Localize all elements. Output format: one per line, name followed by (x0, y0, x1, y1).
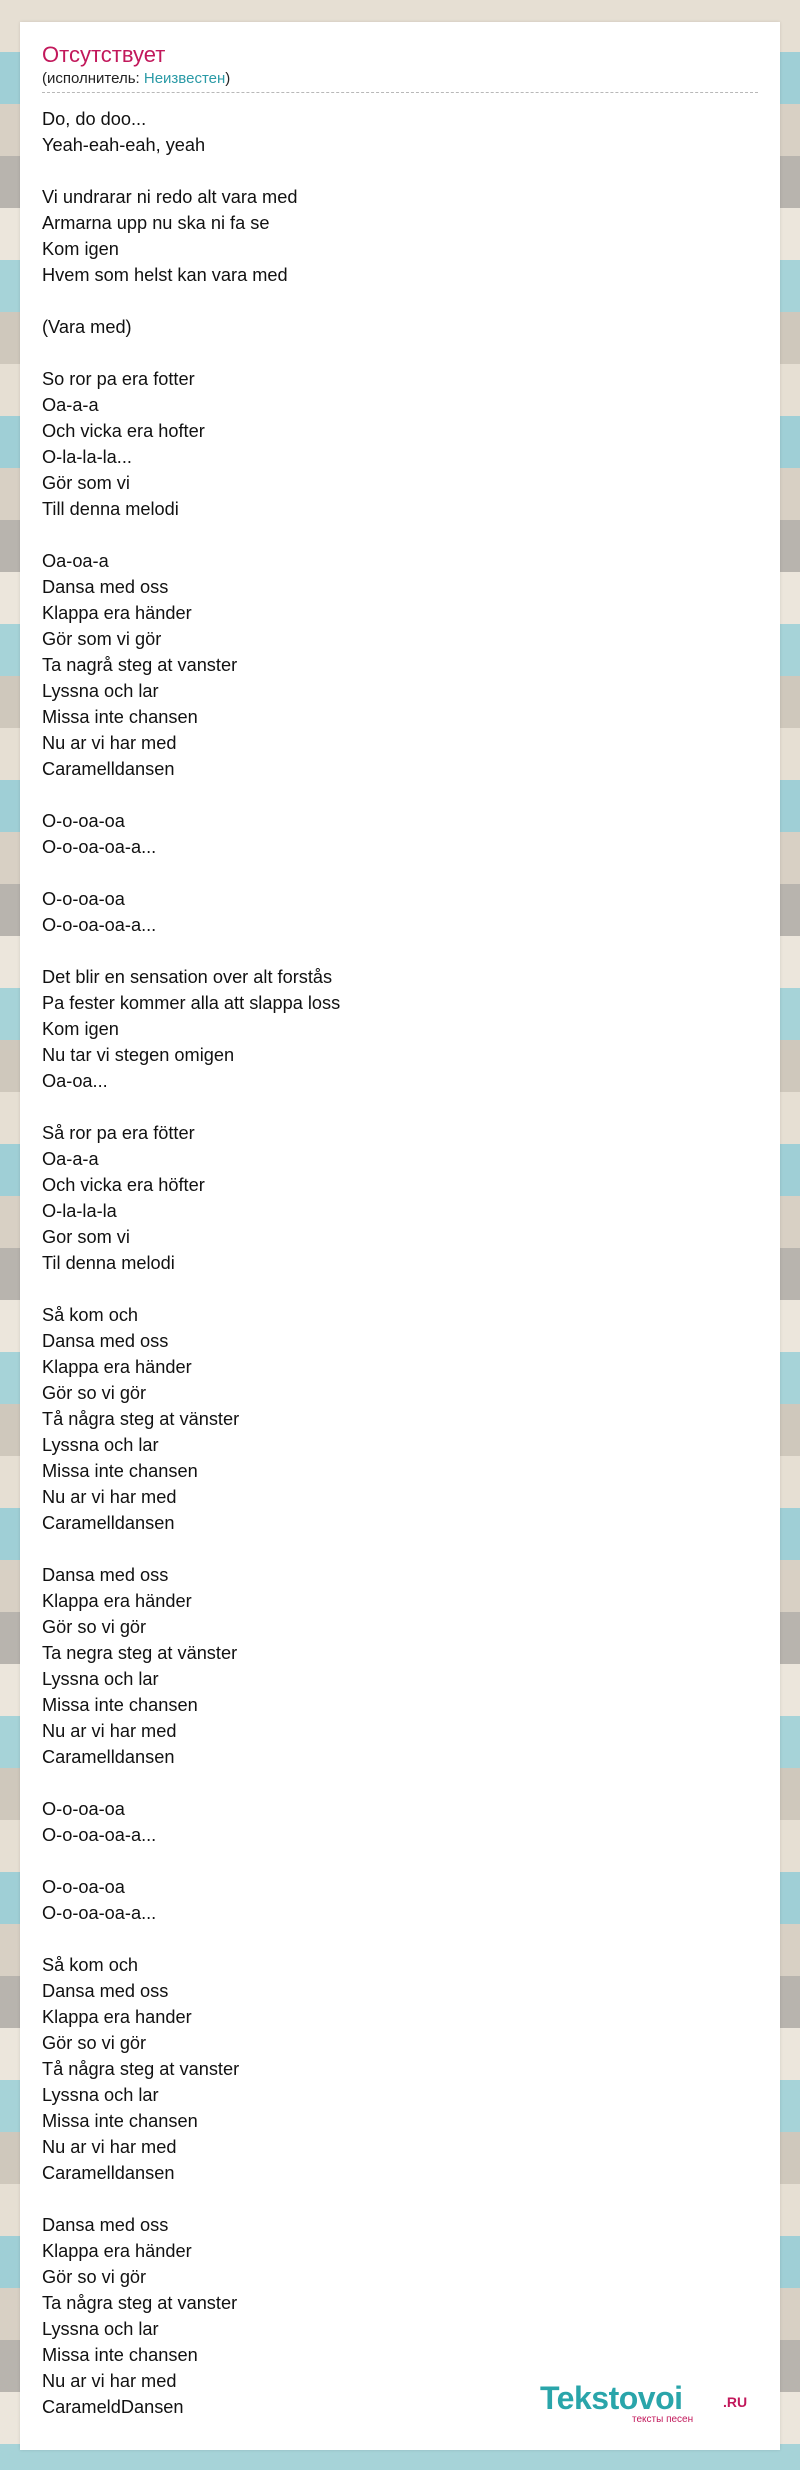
lyric-line: Lyssna och lar (42, 1669, 159, 1689)
lyric-line: Till denna melodi (42, 499, 179, 519)
lyric-line: Caramelldansen (42, 1513, 175, 1533)
lyric-line: Klappa era händer (42, 603, 192, 623)
lyric-line: Vi undrarar ni redo alt vara med (42, 187, 298, 207)
lyric-line: Ta negra steg at vänster (42, 1643, 238, 1663)
lyric-line: O-o-oa-oa-a... (42, 1825, 157, 1845)
song-title: Отсутствует (42, 42, 166, 67)
lyric-line: O-o-oa-oa-a... (42, 1903, 157, 1923)
lyric-line: Lyssna och lar (42, 2319, 159, 2339)
lyric-line: Dansa med oss (42, 1981, 169, 2001)
subtitle-suffix: ) (225, 70, 231, 87)
lyric-line: Nu ar vi har med (42, 1487, 177, 1507)
lyric-line: O-o-oa-oa-a... (42, 915, 157, 935)
lyric-line: Klappa era hander (42, 2007, 192, 2027)
lyric-line: Tå några steg at vanster (42, 2059, 240, 2079)
lyric-line: Klappa era händer (42, 1357, 192, 1377)
lyric-blank-line (42, 1770, 742, 1796)
lyric-line: Caramelldansen (42, 2163, 175, 2183)
lyric-line: Gör som vi (42, 473, 130, 493)
logo-tagline: тексты песен (632, 2414, 694, 2425)
lyric-line: Gör som vi gör (42, 629, 162, 649)
title-divider (42, 92, 758, 93)
lyric-line: Nu ar vi har med (42, 1721, 177, 1741)
logo-tld: .RU (723, 2394, 748, 2410)
lyric-line: Missa inte chansen (42, 707, 198, 727)
lyric-line: O-o-oa-oa (42, 1799, 125, 1819)
lyric-line: Hvem som helst kan vara med (42, 265, 288, 285)
lyric-line: Missa inte chansen (42, 2111, 198, 2131)
lyric-blank-line (42, 2186, 742, 2212)
lyric-line: Nu ar vi har med (42, 733, 177, 753)
lyrics-text (42, 106, 742, 2420)
lyric-blank-line (42, 1926, 742, 1952)
lyric-line: O-o-oa-oa (42, 889, 125, 909)
lyric-line: O-la-la-la (42, 1201, 117, 1221)
lyric-blank-line (42, 860, 742, 886)
lyric-line: Armarna upp nu ska ni fa se (42, 213, 270, 233)
lyrics-card (20, 22, 780, 2450)
lyric-line: Nu ar vi har med (42, 2137, 177, 2157)
lyric-line: Gör so vi gör (42, 1617, 147, 1637)
lyric-line: Ta några steg at vanster (42, 2293, 238, 2313)
lyric-line: Oa-a-a (42, 1149, 99, 1169)
lyric-line: Och vicka era hofter (42, 421, 205, 441)
lyric-blank-line (42, 340, 742, 366)
lyric-blank-line (42, 782, 742, 808)
lyric-line: Lyssna och lar (42, 1435, 159, 1455)
lyric-line: Gor som vi (42, 1227, 130, 1247)
lyric-line: Nu ar vi har med (42, 2371, 177, 2391)
lyric-blank-line (42, 522, 742, 548)
lyric-line: Så ror pa era fötter (42, 1123, 195, 1143)
lyric-line: So ror pa era fotter (42, 369, 195, 389)
lyric-line: Och vicka era höfter (42, 1175, 205, 1195)
lyric-line: Nu tar vi stegen omigen (42, 1045, 235, 1065)
subtitle-prefix: (исполнитель: (42, 70, 144, 87)
lyric-line: (Vara med) (42, 317, 132, 337)
lyric-line: Det blir en sensation over alt forstås (42, 967, 333, 987)
lyric-line: Caramelldansen (42, 759, 175, 779)
lyric-line: Tå några steg at vänster (42, 1409, 240, 1429)
lyric-line: O-o-oa-oa-a... (42, 837, 157, 857)
lyric-line: Lyssna och lar (42, 2085, 159, 2105)
lyric-line: Oa-a-a (42, 395, 99, 415)
lyric-line: Dansa med oss (42, 1331, 169, 1351)
lyric-blank-line (42, 1848, 742, 1874)
lyric-line: Dansa med oss (42, 577, 169, 597)
logo-name: Tekstovoi (540, 2380, 683, 2416)
lyric-line: Til denna melodi (42, 1253, 175, 1273)
lyric-blank-line (42, 158, 742, 184)
lyric-line: Lyssna och lar (42, 681, 159, 701)
lyric-line: Oa-oa... (42, 1071, 108, 1091)
lyric-blank-line (42, 1276, 742, 1302)
lyric-line: Oa-oa-a (42, 551, 109, 571)
lyric-line: Caramelldansen (42, 1747, 175, 1767)
lyric-line: O-o-oa-oa (42, 811, 125, 831)
lyric-line: Kom igen (42, 239, 119, 259)
lyric-line: Missa inte chansen (42, 2345, 198, 2365)
lyric-line: Gör so vi gör (42, 1383, 147, 1403)
lyric-line: Så kom och (42, 1955, 139, 1975)
lyric-line: Kom igen (42, 1019, 119, 1039)
lyric-line: CarameldDansen (42, 2397, 184, 2417)
lyric-blank-line (42, 1536, 742, 1562)
lyric-line: Så kom och (42, 1305, 139, 1325)
lyric-line: Missa inte chansen (42, 1695, 198, 1715)
lyric-line: Klappa era händer (42, 1591, 192, 1611)
lyric-line: O-la-la-la... (42, 447, 132, 467)
lyric-blank-line (42, 938, 742, 964)
lyric-line: Dansa med oss (42, 1565, 169, 1585)
lyric-line: Ta nagrå steg at vanster (42, 655, 238, 675)
lyric-line: Gör so vi gör (42, 2033, 147, 2053)
lyric-line: Do, do doo... (42, 109, 147, 129)
lyric-line: Pa fester kommer alla att slappa loss (42, 993, 341, 1013)
artist-link[interactable]: Неизвестен (143, 70, 226, 87)
lyric-line: Yeah-eah-eah, yeah (42, 135, 206, 155)
site-logo[interactable] (540, 2382, 750, 2426)
lyric-line: Gör so vi gör (42, 2267, 147, 2287)
song-subtitle (42, 71, 230, 86)
lyric-line: O-o-oa-oa (42, 1877, 125, 1897)
lyric-blank-line (42, 288, 742, 314)
lyric-blank-line (42, 1094, 742, 1120)
lyric-line: Dansa med oss (42, 2215, 169, 2235)
lyric-line: Missa inte chansen (42, 1461, 198, 1481)
lyric-line: Klappa era händer (42, 2241, 192, 2261)
